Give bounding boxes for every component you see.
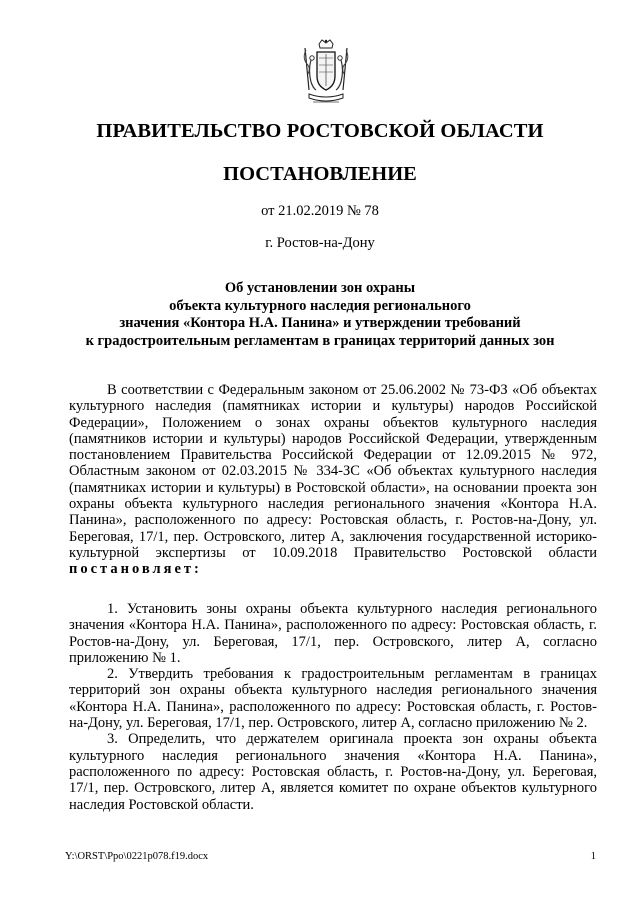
- preamble-text: В соответствии с Федеральным законом от 25.06.2002 № 73-ФЗ «Об объектах культурного наследия (памятниках истории и культуры) народов Российской Федерации», Положением о зонах охраны объектов культурного наследия (памятников истории и культуры) народов Российской Федерации, утвержденным постановлением Правительства Российской Федерации от 12.09.2015 № 972, Областным законом от 02.03.2015 № 334-ЗС «Об объектах культурного наследия (памятниках истории и культуры) в Ростовской области», на основании проекта зон охраны объекта культурного наследия регионального значения «Контора Н.А. Панина», расположенного по адресу: Ростовская область, г. Ростов-на-Дону, ул. Береговая, 17/1, пер. Островского, литер А, заключения государственной историко-культурной экспертизы от 10.09.2018 Правительство Ростовской области: [69, 382, 597, 561]
- preamble-paragraph: [69, 382, 597, 578]
- organization-title: ПРАВИТЕЛЬСТВО РОСТОВСКОЙ ОБЛАСТИ: [96, 120, 544, 142]
- footer-page-number: 1: [590, 851, 596, 862]
- decree-word: постановляет:: [69, 561, 202, 578]
- decree-item-3: 3. Определить, что держателем оригинала проекта зон охраны объекта культурного наследия регионального значения «Контора Н.А. Панина», расположенного по адресу: Ростовская область, г. Ростов-на-Дону, ул. Береговая, 17/1, пер. Островского, литер А, является комитет по охране объектов культурного наследия Ростовской области.: [69, 731, 597, 813]
- decree-item-1: 1. Установить зоны охраны объекта культурного наследия регионального значения «Контора Н.А. Панина», расположенного по адресу: Ростовская область, г. Ростов-на-Дону, ул. Береговая, 17/1, пер. Островского, литер А, согласно приложению № 1.: [69, 601, 597, 666]
- subject-line: к градостроительным регламентам в границах территорий данных зон: [85, 332, 555, 349]
- document-city: г. Ростов-на-Дону: [265, 235, 375, 251]
- document-subject: [60, 280, 580, 350]
- footer-file-path: Y:\ORST\Ppo\0221p078.f19.docx: [65, 851, 209, 862]
- decree-item-2: 2. Утвердить требования к градостроительным регламентам в границах территорий зон охраны объекта культурного наследия регионального значения «Контора Н.А. Панина», расположенного по адресу: Ростовская область, г. Ростов-на-Дону, ул. Береговая, 17/1, пер. Островского, литер А, согласно приложению № 2.: [69, 666, 597, 732]
- subject-line: Об установлении зон охраны: [224, 280, 416, 296]
- decree-items: [69, 601, 597, 813]
- coat-of-arms-icon: [299, 38, 353, 108]
- subject-line: значения «Контора Н.А. Панина» и утверждении требований: [119, 315, 521, 331]
- document-date-number: от 21.02.2019 № 78: [261, 203, 379, 219]
- document-type-title: ПОСТАНОВЛЕНИЕ: [223, 163, 417, 185]
- subject-line: объекта культурного наследия регионального: [169, 297, 471, 314]
